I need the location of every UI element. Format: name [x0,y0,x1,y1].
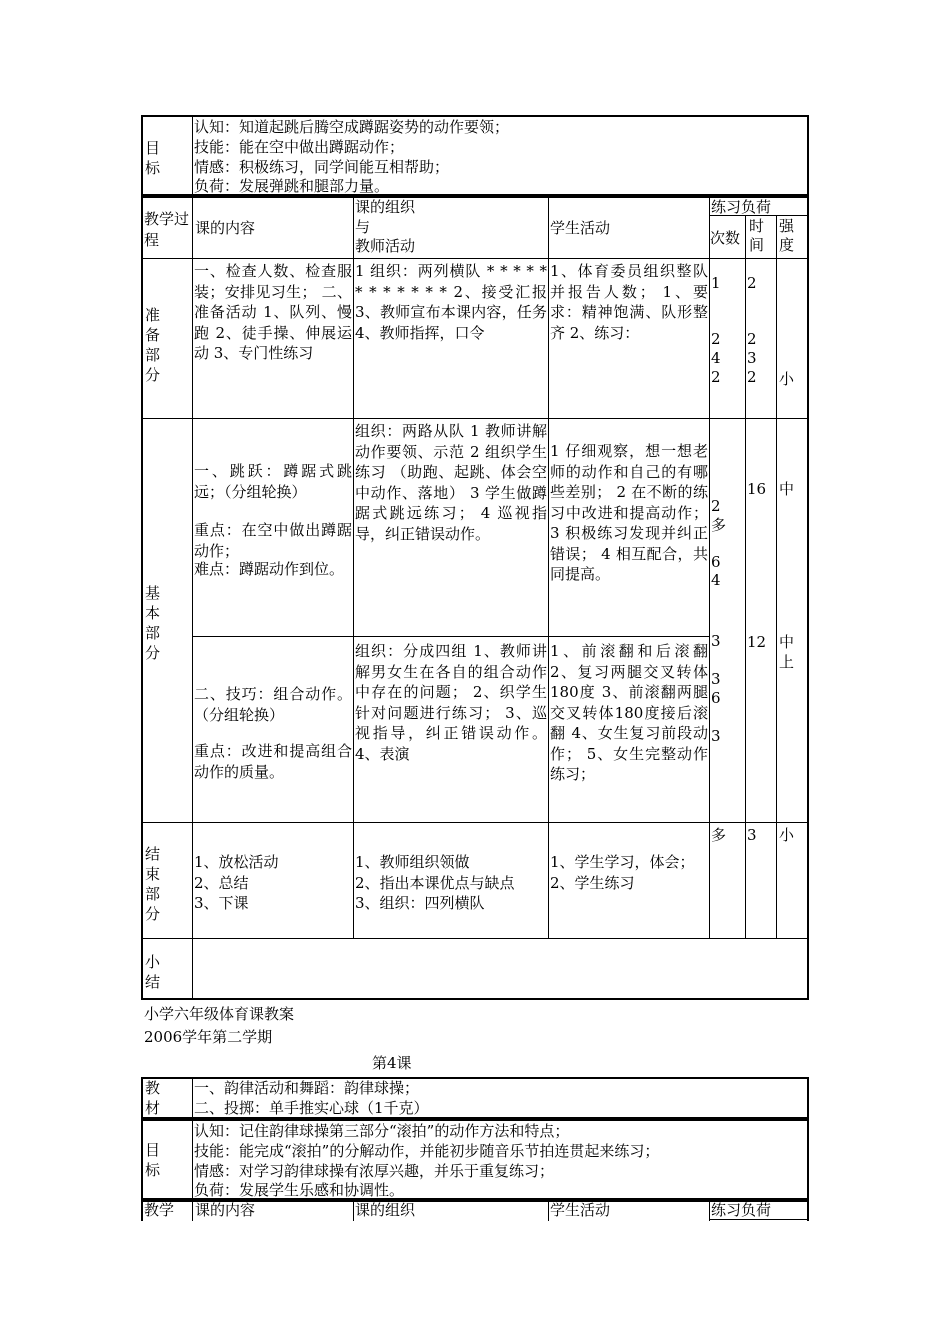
lesson4-goal-label: 目标 [145,1141,161,1179]
col-line [192,1201,193,1221]
material-line-1: 一、韵律活动和舞蹈：韵律球操； [194,1079,420,1097]
col-line [353,1201,354,1221]
prep-label: 准备部分 [145,306,161,384]
lesson4-header-student: 学生活动 [550,1201,611,1219]
material-line-2: 二、投掷：单手推实心球（1千克） [194,1099,429,1117]
end-count: 多 [711,826,727,844]
end-organization: 1、教师组织领做 2、指出本课优点与缺点 3、组织：四列横队 [355,853,515,912]
goal-load: 负荷：发展弹跳和腿部力量。 [194,177,390,195]
basic-a-time: 16 [747,480,767,498]
header-organization: 课的组织 与 教师活动 [355,198,416,255]
basic-a-content-2: 重点：在空中做出蹲踞动作； [194,521,352,560]
doc-title: 小学六年级体育课教案 [144,1005,295,1023]
header-student: 学生活动 [550,219,611,237]
header-time: 时间 [749,217,765,254]
header-process: 教学过程 [144,210,190,249]
divider [192,116,193,195]
basic-b-intensity: 中 上 [779,633,795,671]
lesson4-header-process: 教学 [144,1201,175,1219]
col-line [776,215,777,938]
lesson4-goal-cognition: 认知：记住韵律球操第三部分“滚拍”的动作方法和特点； [194,1122,570,1140]
doc-term: 2006学年第二学期 [144,1028,273,1046]
prep-count-a: 1 [711,274,721,292]
lesson4-goal-skill: 技能：能完成“滚拍”的分解动作，并能初步随音乐节拍连贯起来练习； [194,1142,660,1160]
header-count: 次数 [710,229,741,247]
basic-b-content-2: 重点：改进和提高组合动作的质量。 [194,742,352,781]
prep-organization: 1 组织：两列横队 * * * * * * * * * * * * 2、接受汇报 3、教师宣布本课内容，任务 4、教师指挥，口令 [355,262,547,342]
goal-cognition: 认知：知道起跳后腾空成蹲踞姿势的动作要领； [194,118,510,136]
col-line [192,197,193,999]
goal-emotion: 情感：积极练习，同学间能互相帮助； [194,158,450,176]
lesson-number: 第4课 [372,1054,412,1072]
row-line [142,938,808,939]
col-line [745,215,746,938]
basic-label: 基本部分 [145,584,161,662]
basic-b-student: 1、前滚翻和后滚翻 2、复习两腿交叉转体180度 3、前滚翻两腿交叉转体180度接后滚翻 4、女生复习前段动作； 5、女生完整动作练习； [550,642,708,783]
header-content: 课的内容 [195,219,256,237]
lesson4-goal-emotion: 情感：对学习韵律球操有浓厚兴趣，并乐于重复练习； [194,1162,555,1180]
lesson4-header-organization: 课的组织 [355,1201,416,1219]
col-line [353,197,354,938]
basic-a-intensity: 中 [779,480,795,498]
divider [192,1078,193,1118]
prep-content: 一、检查人数、检查服装；安排见习生； 二、准备活动 1、队列、慢跑 2、徒手操、伸展运动 3、专门性练习 [194,262,352,362]
prep-time-a: 2 [747,274,757,292]
end-content: 1、放松活动 2、总结 3、下课 [194,853,279,912]
lesson4-header-content: 课的内容 [195,1201,256,1219]
basic-b-count: 3 3 6 3 [711,632,721,745]
basic-a-content-3: 难点：蹲踞动作到位。 [194,560,345,578]
end-time: 3 [747,826,757,844]
end-label: 结束部分 [145,845,161,923]
basic-b-content-1: 二、技巧：组合动作。（分组轮换） [194,685,352,724]
header-intensity: 强度 [779,217,795,254]
col-line [548,1201,549,1221]
goal-skill: 技能：能在空中做出蹲踞动作； [194,138,405,156]
basic-a-student: 1 仔细观察，想一想老师的动作和自己的有哪些差别； 2 在不断的练习中改进和提高动作； 3 积极练习发现并纠正错误； 4 相互配合，共同提高。 [550,442,708,583]
header-load: 练习负荷 [711,198,772,216]
end-student: 1、学生学习，体会； 2、学生练习 [550,853,695,892]
end-intensity: 小 [779,826,795,844]
lesson4-header-load: 练习负荷 [711,1201,772,1219]
summary-label: 小结 [145,953,161,991]
divider [192,1120,193,1199]
basic-b-time: 12 [747,633,767,651]
prep-time-b: 2 3 2 [747,330,757,386]
col-line [709,197,710,938]
prep-intensity: 小 [779,370,795,388]
basic-a-content-1: 一、跳跃：蹲踞式跳远；（分组轮换） [194,462,352,501]
col-line [709,1201,710,1221]
basic-a-count: 2 多 6 4 [711,497,727,589]
row-line [192,636,709,637]
material-label: 教材 [145,1079,161,1117]
col-line [548,197,549,938]
basic-a-organization: 组织：两路从队 1 教师讲解动作要领、示范 2 组织学生练习 （助跑、起跳、体会空中动作、落地） 3 学生做蹲踞式跳远练习； 4 巡视指导，纠正错误动作。 [355,422,547,543]
prep-student: 1、体育委员组织整队并报告人数； 1、要求：精神饱满、队形整齐 2、练习： [550,262,708,342]
basic-b-organization: 组织：分成四组 1、教师讲解男女生在各自的组合动作中存在的问题； 2、织学生针对问题进行练习； 3、巡视指导，纠正错误动作。 4、表演 [355,642,547,763]
lesson4-goal-load: 负荷：发展学生乐感和协调性。 [194,1181,405,1199]
goal-label: 目标 [145,139,161,177]
prep-count-b: 2 4 2 [711,330,721,386]
